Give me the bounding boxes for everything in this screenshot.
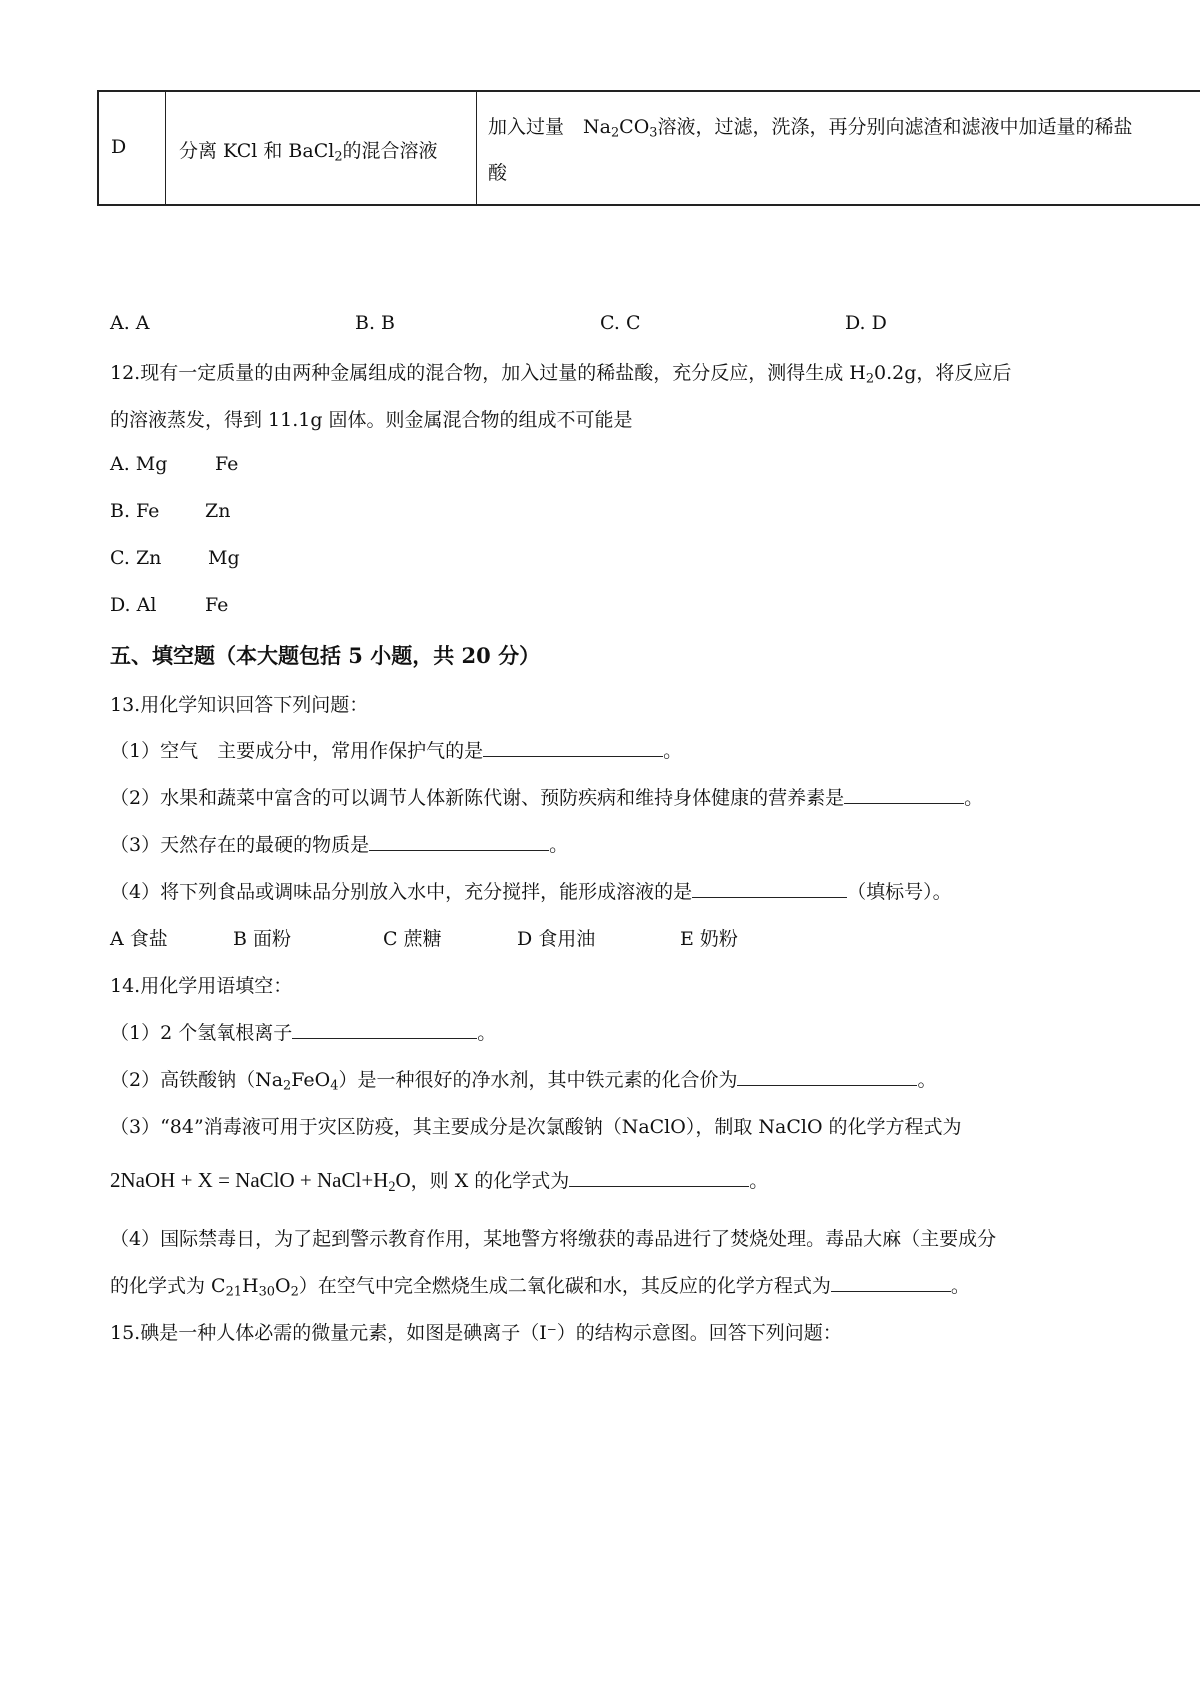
table-method-cell: 加入过量 $Na_2CO_3$溶液，过滤，洗涤，再分别向滤渣和滤液中加适量的稀盐: [488, 116, 1133, 141]
q12-option-c: C. Zn Mg: [110, 547, 240, 569]
answer-blank[interactable]: [844, 783, 964, 804]
q11-option-a: A. A: [110, 312, 150, 334]
q14-part1: （1）2 个氢氧根离子 。: [110, 1018, 496, 1045]
answer-blank[interactable]: [292, 1018, 477, 1039]
q15-stem: 15.碘是一种人体必需的微量元素，如图是碘离子（I⁻）的结构示意图。回答下列问题：: [110, 1322, 842, 1344]
answer-blank[interactable]: [692, 877, 847, 898]
answer-blank[interactable]: [369, 830, 549, 851]
q13-stem: 13.用化学知识回答下列问题：: [110, 694, 369, 716]
table-option-cell: D: [111, 136, 127, 158]
answer-blank[interactable]: [737, 1065, 917, 1086]
answer-blank[interactable]: [831, 1271, 951, 1292]
q14-part4-line2: 的化学式为 $C_{21}H_{30}O_2$）在空气中完全燃烧生成二氧化碳和水，其反应的化学方程式为 。: [110, 1271, 970, 1298]
answer-blank[interactable]: [483, 736, 663, 757]
answer-blank[interactable]: [569, 1166, 749, 1187]
q11-option-b: B. B: [355, 312, 396, 334]
chemical-equation: 2NaOH + X = NaClO + $NaCl+H_2O$: [110, 1168, 411, 1195]
q14-part2: （2）高铁酸钠$(Na_2FeO_4)$是一种很好的净水剂，其中铁元素的化合价为 。: [110, 1065, 936, 1092]
q12-option-a: A. Mg Fe: [110, 453, 239, 475]
q14-part4-line1: （4）国际禁毒日，为了起到警示教育作用，某地警方将缴获的毒品进行了焚烧处理。毒品大麻（主要成分: [110, 1228, 997, 1250]
q12-option-b: B. Fe Zn: [110, 500, 231, 522]
table-task-cell: 分离 KCl 和 BaCl$_2$的混合溶液: [179, 140, 438, 165]
q12-stem-line1: 12.现有一定质量的由两种金属组成的混合物，加入过量的稀盐酸，充分反应，测得生成 $H_20.2g$，将反应后: [110, 362, 1012, 387]
q13-choice-c: C 蔗糖: [383, 928, 442, 950]
table-divider: [476, 92, 477, 204]
table-divider: [165, 92, 166, 204]
q11-option-c: C. C: [600, 312, 641, 334]
section-title: 五、填空题（本大题包括 5 小题，共 20 分）: [110, 643, 541, 668]
q13-part3: （3）天然存在的最硬的物质是 。: [110, 830, 568, 857]
answer-table: [97, 90, 1200, 206]
table-method-cell-line2: 酸: [488, 162, 508, 184]
q13-part2: （2）水果和蔬菜中富含的可以调节人体新陈代谢、预防疾病和维持身体健康的营养素是 。: [110, 783, 983, 810]
q13-part1: （1）空气 主要成分中，常用作保护气的是 。: [110, 736, 682, 763]
q11-option-d: D. D: [845, 312, 887, 334]
q13-part4: （4）将下列食品或调味品分别放入水中，充分搅拌，能形成溶液的是 （填标号）。: [110, 877, 952, 904]
q13-choice-a: A 食盐: [110, 928, 168, 950]
q14-part3: （3）“84”消毒液可用于灾区防疫，其主要成分是次氯酸钠（NaClO），制取 NaClO 的化学方程式为: [110, 1116, 962, 1138]
q13-choice-e: E 奶粉: [680, 928, 738, 950]
q14-equation-line: 2NaOH + X = NaClO + $NaCl+H_2O$，则 X 的化学式为 。: [110, 1168, 769, 1195]
q13-choice-b: B 面粉: [233, 928, 292, 950]
q13-choice-d: D 食用油: [517, 928, 596, 950]
q12-option-d: D. Al Fe: [110, 594, 229, 616]
q14-stem: 14.用化学用语填空：: [110, 975, 293, 997]
q12-stem-line2: 的溶液蒸发，得到 11.1g 固体。则金属混合物的组成不可能是: [110, 409, 633, 431]
